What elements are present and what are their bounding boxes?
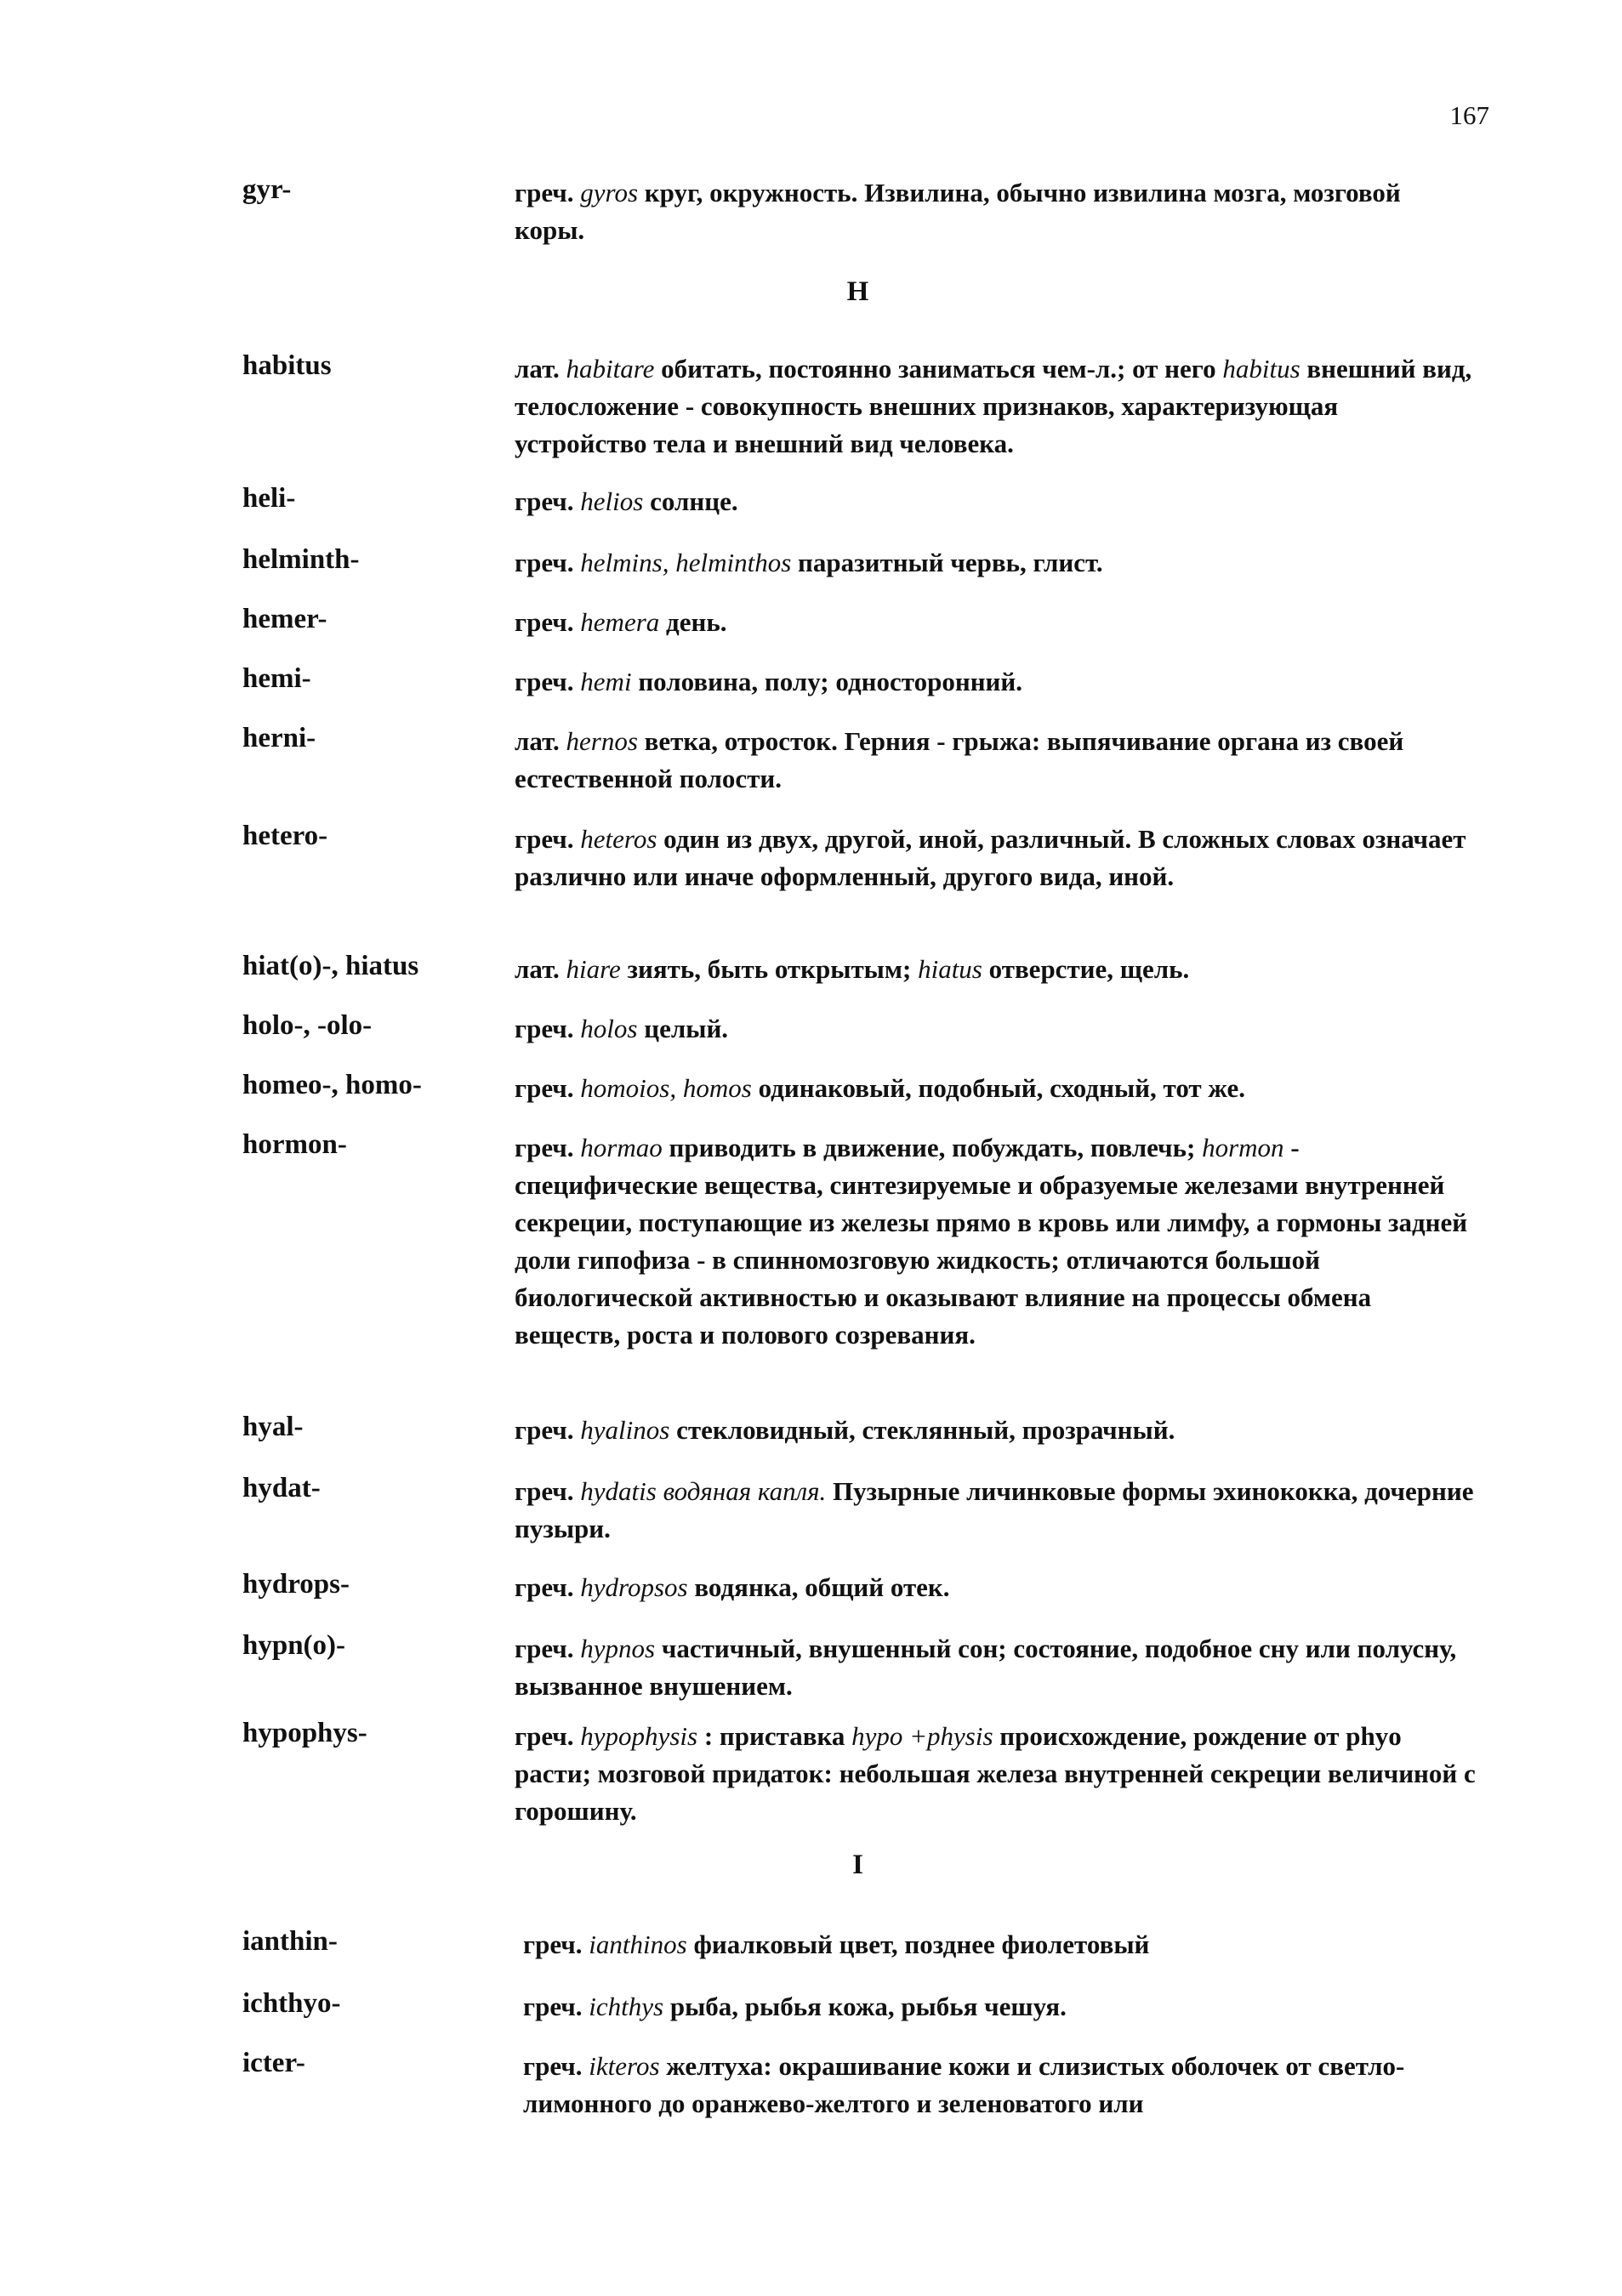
entry-term: hydat- — [242, 1473, 321, 1503]
entry-definition: греч. ikteros желтуха: окрашивание кожи и слизистых оболочек от светло-лимонного до оранжево-желтого и зеленоватого или — [523, 2051, 1405, 2118]
entry-term: heli- — [242, 483, 296, 514]
entry-term: helminth- — [242, 544, 360, 575]
entry-term: herni- — [242, 723, 316, 753]
entry-definition: греч. hypnos частичный, внушенный сон; состояние, подобное сну или полусну, вызванное внушением. — [515, 1634, 1457, 1701]
entry-definition: греч. ichthys рыба, рыбья кожа, рыбья чешуя. — [523, 1992, 1067, 2021]
entry-term: icter- — [242, 2048, 305, 2078]
entry-term: hetero- — [242, 821, 328, 851]
entry-definition: греч. gyros круг, окружность. Извилина, обычно извилина мозга, мозговой коры. — [515, 178, 1401, 245]
entry-definition: лат. hiare зиять, быть открытым; hiatus отверстие, щель. — [515, 954, 1190, 984]
entry-term: gyr- — [242, 174, 292, 205]
section-letter-i: I — [852, 1850, 863, 1880]
entry-term: hormon- — [242, 1129, 347, 1160]
entry-term: hemer- — [242, 604, 327, 634]
entry-term: habitus — [242, 350, 332, 381]
entry-definition: греч. hypophysis : приставка hypo +physis происхождение, рождение от phyo расти; мозговой придаток: небольшая железа внутренней секреции величиной с горошину. — [515, 1721, 1476, 1826]
entry-definition: греч. hemera день. — [515, 607, 727, 637]
entry-definition: греч. helios солнце. — [515, 486, 738, 516]
section-letter-h: H — [846, 276, 869, 307]
entry-definition: лат. habitare обитать, постоянно заниматься чем-л.; от него habitus внешний вид, телосложение - совокупность внешних признаков, характеризующая устройство тела и внешний вид человека. — [515, 354, 1472, 458]
entry-term: hypophys- — [242, 1718, 367, 1748]
entry-definition: греч. helmins, helminthos паразитный червь, глист. — [515, 548, 1103, 577]
entry-term: hiat(o)-, hiatus — [242, 951, 419, 981]
entry-term: ianthin- — [242, 1926, 338, 1957]
entry-definition: лат. hernos ветка, отросток. Герния - грыжа: выпячивание органа из своей естественной полости. — [515, 726, 1404, 793]
entry-definition: греч. hemi половина, полу; односторонний. — [515, 667, 1023, 696]
page-number: 167 — [1449, 100, 1489, 130]
entry-term: hyal- — [242, 1412, 304, 1442]
entry-term: holo-, -olo- — [242, 1010, 373, 1041]
entry-definition: греч. holos целый. — [515, 1014, 729, 1043]
entry-term: hemi- — [242, 663, 311, 694]
entry-definition: греч. hydatis водяная капля. Пузырные личинковые формы эхинококка, дочерние пузыри. — [515, 1476, 1474, 1543]
entry-definition: греч. hormao приводить в движение, побуждать, повлечь; hormоп - специфические вещества, синтезируемые и образуемые железами внутренней секреции, поступающие из железы прямо в кровь или лимфу, а гормоны задней доли гипофиза - в спинномозговую жидкость; отличаются большой биологической активностью и оказывают влияние на процессы обмена веществ, роста и полового созревания. — [515, 1133, 1468, 1350]
entry-definition: греч. hydropsos водянка, общий отек. — [515, 1572, 950, 1602]
entry-term: homeo-, homo- — [242, 1070, 422, 1100]
entry-term: hydrops- — [242, 1569, 350, 1600]
entry-definition: греч. homoios, homos одинаковый, подобный, сходный, тот же. — [515, 1073, 1245, 1103]
entry-definition: греч. heteros один из двух, другой, иной, различный. В сложных словах означает различно или иначе оформленный, другого вида, иной. — [515, 824, 1466, 891]
entry-term: ichthyo- — [242, 1988, 341, 2019]
entry-definition: греч. ianthinos фиалковый цвет, позднее фиолетовый — [523, 1929, 1150, 1959]
entry-term: hypn(o)- — [242, 1630, 346, 1661]
entry-definition: греч. hyalinos стекловидный, стеклянный, прозрачный. — [515, 1415, 1175, 1445]
